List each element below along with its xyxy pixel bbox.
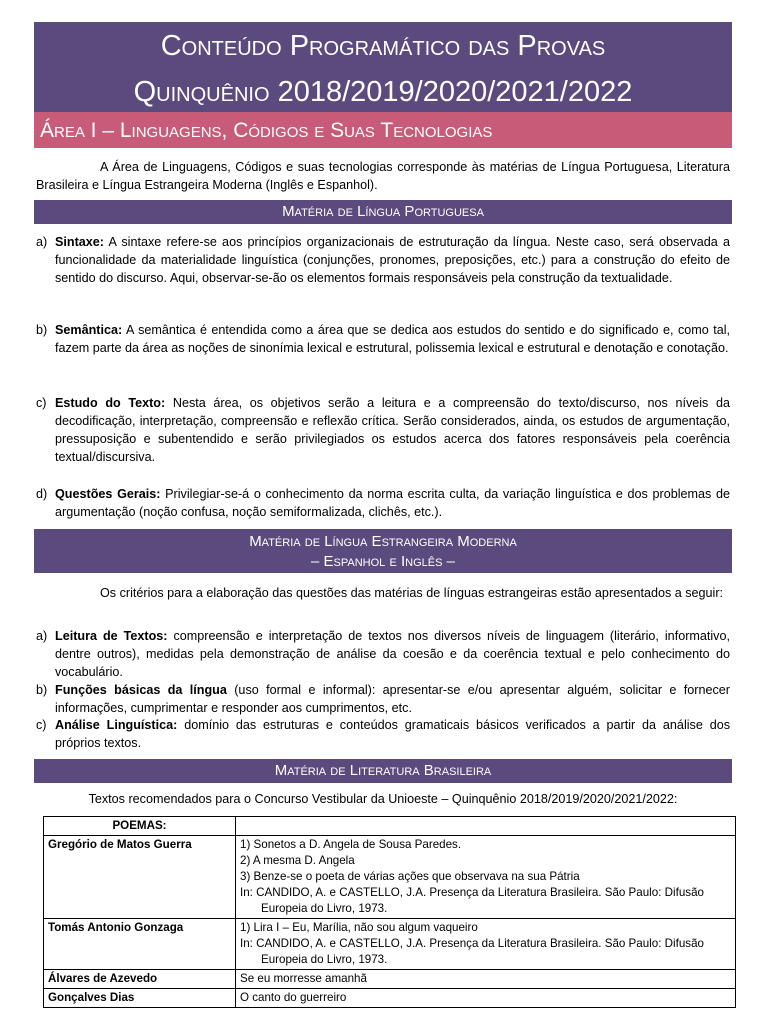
- table-row: [44, 989, 736, 1008]
- table-header-row: [44, 817, 736, 836]
- list-item: [36, 681, 730, 717]
- work-line: 1) Lira I – Eu, Marília, não sou algum vaqueiro: [240, 921, 478, 934]
- area-title: Área I – Linguagens, Códigos e Suas Tecnologias: [40, 119, 493, 142]
- item-term: Questões Gerais:: [55, 487, 161, 501]
- intro-paragraph: A Área de Linguagens, Códigos e suas tecnologias corresponde às matérias de Língua Portuguesa, Literatura Brasileira e Língua Estrangeira Moderna (Inglês e Espanhol).: [36, 160, 730, 192]
- list-marker: c): [36, 718, 47, 732]
- item-text: (uso formal e informal): apresentar-se e/ou apresentar alguém, solicitar e fornecer informações, cumprimentar e responder aos cumprimentos, etc.: [55, 683, 730, 715]
- table-row: [44, 919, 736, 970]
- work-line: O canto do guerreiro: [240, 991, 347, 1004]
- table-header-cell: POEMAS:: [44, 817, 236, 836]
- list-item: [36, 716, 730, 752]
- section-heading-foreign-line1: Matéria de Língua Estrangeira Moderna: [249, 533, 517, 550]
- author-cell: Tomás Antonio Gonzaga: [44, 919, 236, 970]
- author-cell: Gregório de Matos Guerra: [44, 836, 236, 919]
- list-marker: b): [36, 323, 48, 337]
- document-title-banner: [34, 22, 732, 112]
- list-item: [36, 321, 730, 357]
- list-item: [36, 233, 730, 287]
- item-term: Funções básicas da língua: [55, 683, 227, 697]
- author-cell: Álvares de Azevedo: [44, 970, 236, 989]
- section-heading-literature: Matéria de Literatura Brasileira: [34, 759, 732, 783]
- item-text: Nesta área, os objetivos serão a leitura e a compreensão do texto/discurso, nos níveis da decodificação, interpretação, compreensão e reflexão crítica. Serão considerados, ainda, os estudos de argumentação, pressuposição e subentendido e serão privilegiados os estudos acerca dos fatores responsáveis pela coerência textual/discursiva.: [55, 396, 730, 464]
- item-term: Sintaxe:: [55, 235, 104, 249]
- section-heading-foreign: [34, 529, 732, 573]
- item-text: Privilegiar-se-á o conhecimento da norma escrita culta, da variação linguística e dos problemas de argumentação (noção confusa, noção semiformalizada, clichês, etc.).: [55, 487, 730, 519]
- item-text: compreensão e interpretação de textos nos diversos níveis de linguagem (literário, informativo, dentre outros), medidas pela demonstração de análise da coesão e da coerência textual e pelo conhecimento do vocabulário.: [55, 629, 730, 679]
- work-line: 2) A mesma D. Angela: [240, 854, 355, 867]
- list-item: [36, 394, 730, 466]
- author-cell: Gonçalves Dias: [44, 989, 236, 1008]
- item-term: Leitura de Textos:: [55, 629, 168, 643]
- recommended-texts-caption: Textos recomendados para o Concurso Vestibular da Unioeste – Quinquênio 2018/2019/2020/2021/2022:: [88, 792, 678, 806]
- list-marker: c): [36, 396, 47, 410]
- area-banner: [34, 112, 732, 148]
- reference-line: In: CANDIDO, A. e CASTELLO, J.A. Presença da Literatura Brasileira. São Paulo: Difusão Europeia do Livro, 1973.: [240, 886, 704, 915]
- item-term: Análise Linguística:: [55, 718, 178, 732]
- work-line: 3) Benze-se o poeta de várias ações que observava na sua Pátria: [240, 870, 580, 883]
- list-marker: a): [36, 629, 48, 643]
- list-marker: b): [36, 683, 48, 697]
- table-header-empty-cell: [236, 817, 736, 836]
- reference-line: In: CANDIDO, A. e CASTELLO, J.A. Presença da Literatura Brasileira. São Paulo: Difusão Europeia do Livro, 1973.: [240, 937, 704, 966]
- works-cell: [236, 989, 736, 1008]
- section-heading-foreign-line2: – Espanhol e Inglês –: [311, 553, 455, 570]
- table-row: [44, 836, 736, 919]
- works-cell: [236, 919, 736, 970]
- works-cell: [236, 970, 736, 989]
- item-text: A semântica é entendida como a área que se dedica aos estudos do sentido e do significado e, como tal, fazem parte da área as noções de sinonímia lexical e estrutural, polissemia lexical e estrutural e denotação e conotação.: [55, 323, 730, 355]
- item-text: domínio das estruturas e conteúdos gramaticais básicos verificados a partir da análise dos próprios textos.: [55, 718, 731, 750]
- foreign-intro: Os critérios para a elaboração das questões das matérias de línguas estrangeiras estão apresentados a seguir:: [100, 586, 724, 600]
- poems-table: [43, 816, 736, 1008]
- document-title-line1: Conteúdo Programático das Provas: [160, 30, 606, 62]
- section-heading-portuguese: Matéria de Língua Portuguesa: [34, 200, 732, 224]
- list-item: [36, 485, 730, 521]
- work-line: Se eu morresse amanhã: [240, 972, 367, 985]
- item-text: A sintaxe refere-se aos princípios organizacionais de estruturação da língua. Neste caso, será observada a funcionalidade da materialidade linguística (conjunções, pronomes, preposições, etc.) para a construção do efeito de sentido do discurso. Aqui, observar-se-ão os elementos formais responsáveis pela construção da textualidade.: [55, 235, 730, 285]
- list-marker: d): [36, 487, 48, 501]
- item-term: Semântica:: [55, 323, 123, 337]
- work-line: 1) Sonetos a D. Angela de Sousa Paredes.: [240, 838, 462, 851]
- item-term: Estudo do Texto:: [55, 396, 166, 410]
- works-cell: [236, 836, 736, 919]
- list-marker: a): [36, 235, 48, 249]
- document-title-line2: Quinquênio 2018/2019/2020/2021/2022: [133, 76, 633, 108]
- list-item: [36, 627, 730, 681]
- table-row: [44, 970, 736, 989]
